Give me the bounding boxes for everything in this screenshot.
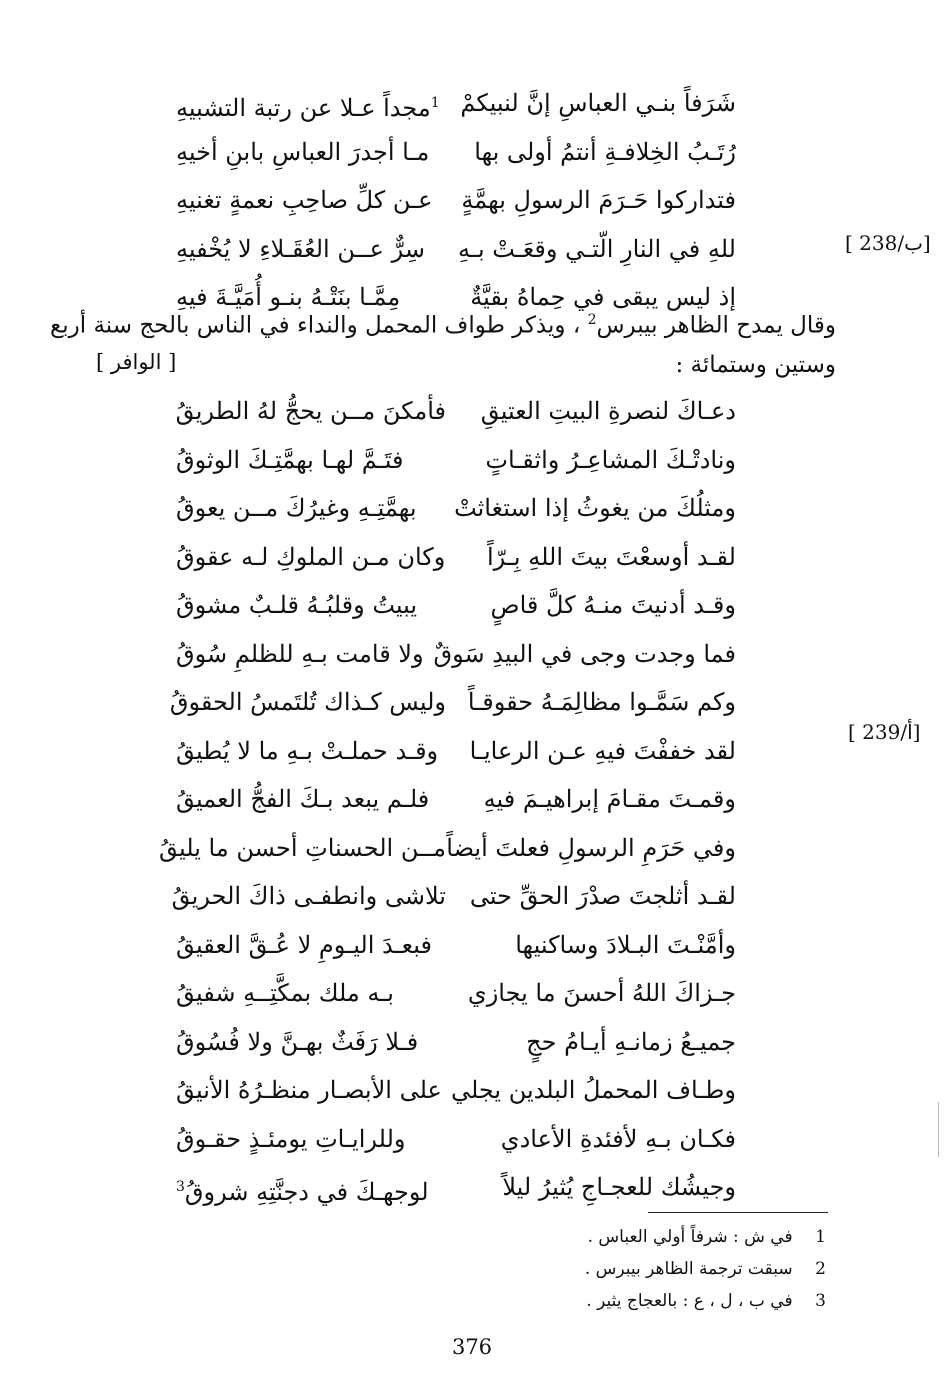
footnote	[585, 1259, 826, 1279]
verse-line	[176, 1023, 736, 1072]
verse-line	[176, 489, 736, 538]
verse-line	[176, 926, 736, 975]
first-hemistich: جـزاكَ اللهُ أحسنَ ما يجازي	[467, 979, 736, 1007]
second-hemistich: بهمَّتِـهِ وغيرُكَ مــن يعوقُ	[176, 494, 417, 522]
verse-line	[176, 181, 736, 230]
first-hemistich: فتداركوا حَـرَمَ الرسولِ بهمَّةٍ	[461, 186, 736, 214]
verse-line	[169, 683, 736, 732]
first-hemistich: وكم سَمَّـوا مظالِمَـهُ حقوقـاً	[467, 688, 736, 716]
footnote-text: في ب ، ل ، ع : بالعجاج يثير .	[586, 1291, 793, 1311]
verse-line	[176, 538, 736, 587]
page-number: 376	[451, 1335, 493, 1359]
first-hemistich: دعـاكَ لنصرةِ البيتِ العتيقِ	[480, 397, 736, 425]
first-hemistich: وفي حَرَمِ الرسولِ فعلتَ أيضاً	[446, 833, 736, 862]
verse-line	[176, 1071, 736, 1120]
first-hemistich: ونادتْـكَ المشاعِـرُ واثقـاتٍ	[485, 445, 736, 474]
second-hemistich: وقـد حملـتْ بـهِ ما لا يُطيقُ	[176, 736, 439, 765]
first-hemistich: فكـان بـهِ لأفئدةِ الأعادي	[500, 1124, 736, 1153]
prose-intro-line-2: وستين وستمائة :	[675, 352, 836, 378]
verse-line	[176, 974, 736, 1023]
verse-line	[171, 877, 736, 926]
first-hemistich: رُتَـبُ الخِلافـةِ أنتمُ أولى بها	[474, 137, 736, 166]
prose-intro-line-1: وقال يمدح الظاهر بيبرس$^2$ ، ويذكر طواف المحمل والنداء في الناس بالحج سنة أربع	[50, 312, 836, 339]
second-hemistich: مـا أجدرَ العباسِ بابنِ أخيهِ	[176, 137, 430, 166]
first-hemistich: شَرَفاً بنـي العباسِ إنَّ لنبيكمْ	[460, 89, 736, 117]
verse-line	[176, 133, 736, 182]
first-hemistich: ومثلُكَ من يغوثُ إذا استغاثتْ	[454, 494, 736, 522]
first-hemistich: لقد خففْتَ فيهِ عـن الرعايـا	[469, 736, 736, 765]
footnote-marker: 3	[176, 1179, 185, 1195]
verse-line	[176, 732, 736, 781]
first-hemistich: وقـد أدنيتَ منـهُ كلَّ قاصٍ	[490, 591, 736, 619]
second-hemistich: سِرٌّ عــن العُقَـلاءِ لا يُخْفيهِ	[176, 234, 425, 263]
verse-line	[176, 586, 736, 635]
verse-line	[176, 441, 736, 490]
footnote-number: 3	[815, 1291, 826, 1311]
footnote-text: سبقت ترجمة الظاهر بيبرس .	[584, 1259, 793, 1279]
first-hemistich: إذ ليس يبقى في حِماهُ بقيَّةٌ	[470, 283, 736, 311]
first-hemistich: وقمـتَ مقـامَ إبراهيـمَ فيهِ	[483, 785, 736, 813]
footnote-marker: 2	[587, 312, 597, 328]
poem-2	[159, 392, 736, 1217]
verse-line	[176, 635, 736, 684]
poem-1	[176, 84, 736, 327]
footnote	[588, 1227, 826, 1247]
footnote	[586, 1291, 826, 1311]
verse-line	[176, 230, 736, 279]
second-hemistich: ولا قامت بـهِ للظلمِ سُوقُ	[176, 639, 424, 668]
second-hemistich: على الأبصـار منظـرُهُ الأنيقُ	[176, 1076, 442, 1104]
first-hemistich: فما وجدت وجى في البيدِ سَوقٌ	[433, 639, 736, 668]
second-hemistich: لوجهـكَ في دجنَّتِهِ شروقُ$^3$	[176, 1178, 429, 1206]
second-hemistich: مــن الحسناتِ أحسن ما يليقُ	[159, 833, 446, 862]
second-hemistich: وللرايـاتِ يومئـذٍ حقـوقُ	[176, 1124, 406, 1153]
second-hemistich: عـن كلِّ صاحِبِ نعمةٍ تغنيهِ	[176, 186, 433, 214]
second-hemistich: فبعـدَ اليـومِ لا عُـقَّ العقيقُ	[176, 930, 432, 959]
second-hemistich: فـلا رَفَثٌ بهـنَّ ولا فُسُوقُ	[176, 1027, 419, 1056]
first-hemistich: وجيشُك للعجـاجِ يُثيرُ ليلاً	[502, 1173, 736, 1201]
first-hemistich: وأمَّنْـتَ البـلادَ وساكنيها	[515, 930, 736, 959]
first-hemistich: لقـد أوسعْتَ بيتَ اللهِ بِـرّاً	[486, 542, 736, 571]
second-hemistich: وكان مـن الملوكِ لـه عقوقُ	[176, 542, 446, 571]
second-hemistich: فلـم يبعد بـكَ الفجُّ العميقُ	[176, 785, 430, 813]
footnote-marker: 1	[430, 95, 440, 111]
page-edge-mark	[938, 1102, 939, 1157]
verse-line	[159, 829, 736, 878]
first-hemistich: جميـعُ زمانـهِ أيـامُ حجٍ	[526, 1027, 736, 1056]
second-hemistich: يبيتُ وقلبُـهُ قلـبٌ مشوقُ	[176, 591, 418, 619]
second-hemistich: فتَـمَّ لهـا بهمَّتِـكَ الوثوقُ	[176, 445, 404, 474]
second-hemistich: وليس كـذاك تُلتَمسُ الحقوقُ	[169, 688, 446, 716]
footnote-rule	[648, 1212, 828, 1213]
manuscript-folio-ref: [ 238/ب]	[845, 231, 931, 255]
meter-label: [ الوافر ]	[96, 350, 177, 374]
first-hemistich: للهِ في النارِ الّتـي وقعَـتْ بـهِ	[458, 234, 736, 263]
second-hemistich: فأمكنَ مــن يحجُّ لهُ الطريقُ	[175, 397, 446, 425]
second-hemistich: مِمَّـا بنَتْـهُ بنـو أُمَيَّـةَ فيهِ	[176, 283, 401, 311]
verse-line	[176, 392, 736, 441]
footnote-number: 2	[815, 1259, 826, 1279]
second-hemistich: تلاشى وانطفـى ذاكَ الحريقُ	[171, 882, 446, 910]
second-hemistich: بـه ملك بمكَّتِــهِ شفيقُ	[176, 979, 394, 1007]
verse-line	[176, 780, 736, 829]
footnote-text: في ش : شرفاً أولي العباس .	[587, 1227, 793, 1247]
footnote-number: 1	[815, 1227, 826, 1247]
second-hemistich: $^1$مجداً عـلا عن رتبة التشبيهِ	[176, 94, 440, 122]
verse-line	[176, 1120, 736, 1169]
first-hemistich: لقـد أثلجتَ صدْرَ الحقِّ حتى	[469, 882, 736, 910]
verse-line	[176, 1168, 736, 1217]
first-hemistich: وطـاف المحملُ البلدين يجلي	[450, 1076, 736, 1104]
manuscript-folio-ref: [ 239/أ]	[848, 720, 921, 744]
verse-line	[176, 84, 736, 133]
